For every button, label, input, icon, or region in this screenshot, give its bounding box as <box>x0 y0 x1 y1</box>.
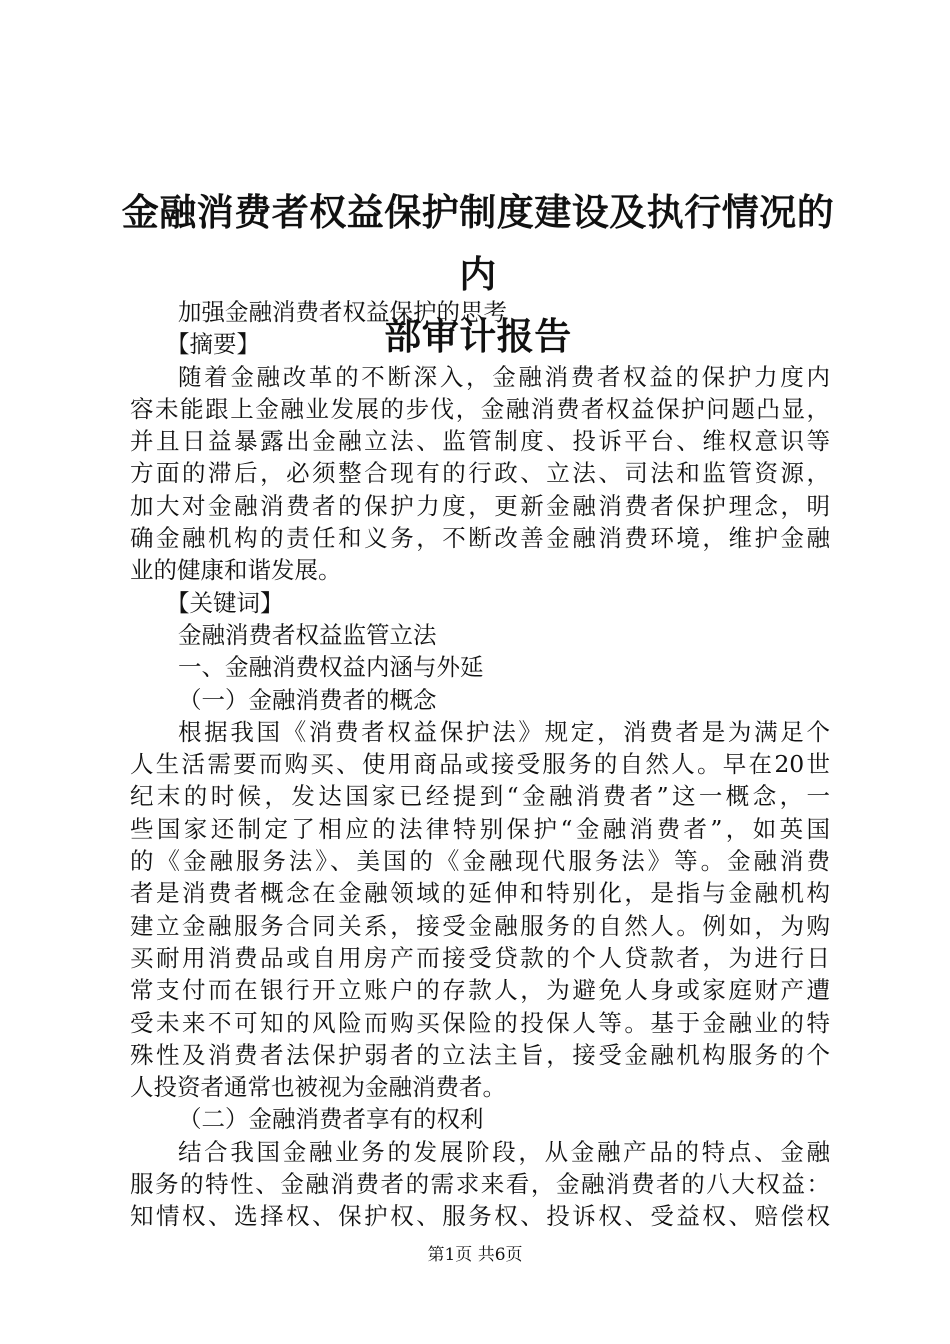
paragraph-line: 知情权、选择权、保护权、服务权、投诉权、受益权、赔偿权 <box>130 1202 830 1231</box>
paragraph-line: 服务的特性、金融消费者的需求来看，金融消费者的八大权益： <box>130 1170 830 1199</box>
abstract-line: 方面的滞后，必须整合现有的行政、立法、司法和监管资源， <box>130 459 830 488</box>
subtitle: 加强金融消费者权益保护的思考 <box>178 298 507 326</box>
paragraph-line: 者是消费者概念在金融领域的延伸和特别化，是指与金融机构 <box>130 879 830 908</box>
paragraph-line: 些国家还制定了相应的法律特别保护“金融消费者”，如英国 <box>130 814 830 843</box>
paragraph-2 <box>130 1136 830 1233</box>
title-line-1: 金融消费者权益保护制度建设及执行情况的内 <box>121 191 835 296</box>
paragraph-1 <box>130 716 830 1104</box>
abstract-paragraph <box>130 361 830 587</box>
abstract-line: 并且日益暴露出金融立法、监管制度、投诉平台、维权意识等 <box>130 427 830 456</box>
section-heading-1: 一、金融消费权益内涵与外延 <box>178 653 484 682</box>
document-body <box>130 296 830 1233</box>
subsection-heading-1: （一）金融消费者的概念 <box>178 685 437 714</box>
abstract-line: 确金融机构的责任和义务，不断改善金融消费环境，维护金融 <box>130 524 830 553</box>
paragraph-line: 常支付而在银行开立账户的存款人，为避免人身或家庭财产遭 <box>130 976 830 1005</box>
page-number-footer: 第1页 共6页 <box>427 1245 523 1265</box>
keywords-heading: 【关键词】 <box>166 588 284 617</box>
paragraph-line: 受未来不可知的风险而购买保险的投保人等。基于金融业的特 <box>130 1008 830 1037</box>
paragraph-line: 买耐用消费品或自用房产而接受贷款的个人贷款者，为进行日 <box>130 943 830 972</box>
paragraph-line: 的《金融服务法》、美国的《金融现代服务法》等。金融消费 <box>130 847 830 876</box>
paragraph-line: 结合我国金融业务的发展阶段，从金融产品的特点、金融 <box>178 1137 830 1166</box>
paragraph-line: 人投资者通常也被视为金融消费者。 <box>130 1073 506 1102</box>
abstract-line: 随着金融改革的不断深入，金融消费者权益的保护力度内 <box>178 362 830 391</box>
paragraph-line: 人生活需要而购买、使用商品或接受服务的自然人。早在20世 <box>130 750 830 779</box>
paragraph-line: 殊性及消费者法保护弱者的立法主旨，接受金融机构服务的个 <box>130 1040 830 1069</box>
paragraph-line: 建立金融服务合同关系，接受金融服务的自然人。例如，为购 <box>130 911 830 940</box>
abstract-line: 容未能跟上金融业发展的步伐，金融消费者权益保护问题凸显， <box>130 394 830 423</box>
paragraph-line: 纪末的时候，发达国家已经提到“金融消费者”这一概念，一 <box>130 782 830 811</box>
subsection-heading-2: （二）金融消费者享有的权利 <box>178 1105 484 1134</box>
keywords: 金融消费者权益监管立法 <box>178 620 437 649</box>
abstract-line: 业的健康和谐发展。 <box>130 556 342 585</box>
title-line-2: 部审计报告 <box>384 315 572 358</box>
paragraph-line: 根据我国《消费者权益保护法》规定，消费者是为满足个 <box>178 717 830 746</box>
abstract-heading: 【摘要】 <box>166 330 260 359</box>
abstract-line: 加大对金融消费者的保护力度，更新金融消费者保护理念，明 <box>130 491 830 520</box>
